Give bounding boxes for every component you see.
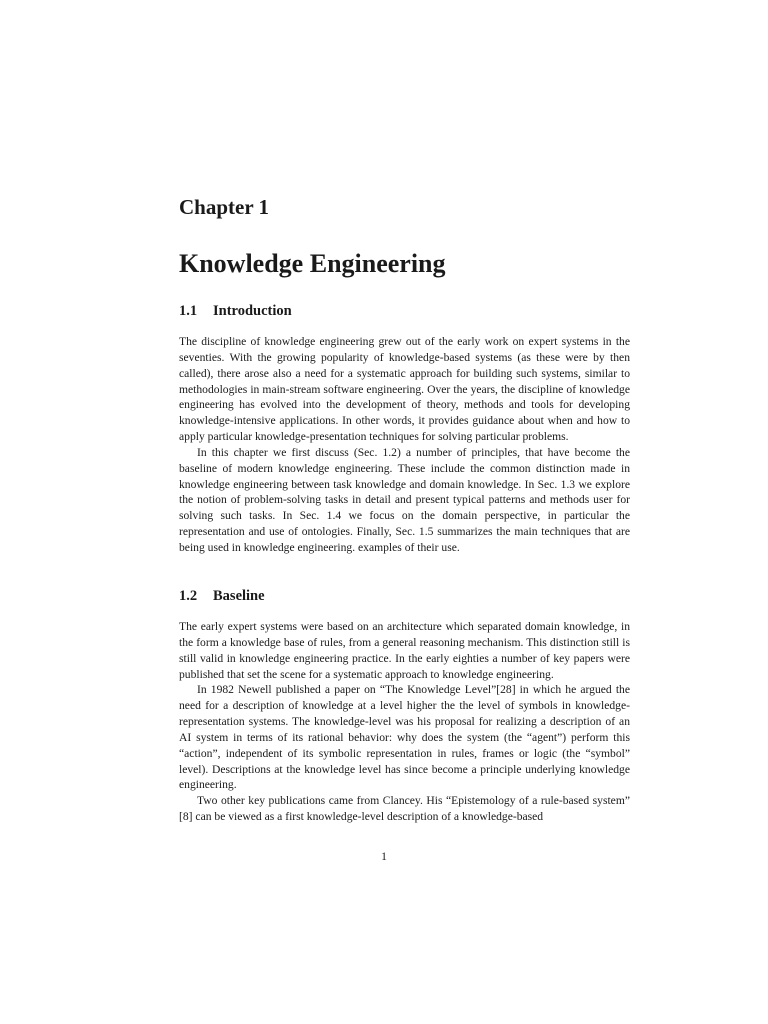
section-body-introduction <box>179 334 630 556</box>
paragraph: In 1982 Newell published a paper on “The Knowledge Level”[28] in which he argued the need for a description of knowledge at a level higher the the level of symbols in knowledge-representation systems. The knowledge-level was his proposal for realizing a description of an AI system in terms of its rational behavior: why does the system (the “agent”) perform this “action”, independent of its symbolic representation in rules, frames or logic (the “symbol” level). Descriptions at the knowledge level has since become a principle underlying knowledge engineering. <box>179 683 630 792</box>
paragraph: The early expert systems were based on an architecture which separated domain knowledge, in the form a knowledge base of rules, from a general reasoning mechanism. This distinction still is still valid in knowledge engineering practice. In the early eighties a number of key papers were published that set the scene for a systematic approach to knowledge engineering. <box>179 620 630 681</box>
section-title: Introduction <box>213 303 292 319</box>
chapter-label: Chapter 1 <box>179 195 270 219</box>
section-heading-baseline <box>179 587 265 605</box>
chapter-title: Knowledge Engineering <box>179 249 446 278</box>
paragraph: Two other key publications came from Clancey. His “Epistemology of a rule-based system” [8] can be viewed as a first knowledge-level description of a knowledge-based <box>179 794 630 824</box>
page-number: 1 <box>381 850 387 863</box>
paragraph: The discipline of knowledge engineering grew out of the early work on expert systems in the seventies. With the growing popularity of knowledge-based systems (as these were by then called), there arose also a need for a systematic approach for building such systems, similar to methodologies in main-stream software engineering. Over the years, the discipline of knowledge engineering has evolved into the development of theory, methods and tools for developing knowledge-intensive applications. In other words, it provides guidance about when and how to apply particular knowledge-presentation techniques for solving particular problems. <box>179 335 630 444</box>
section-heading-introduction <box>179 302 292 320</box>
section-number: 1.1 <box>179 303 198 319</box>
paragraph: In this chapter we first discuss (Sec. 1.2) a number of principles, that have become the baseline of modern knowledge engineering. These include the common distinction made in knowledge engineering between task knowledge and domain knowledge. In Sec. 1.3 we explore the notion of problem-solving tasks in detail and present typical patterns and methods user for solving such tasks. In Sec. 1.4 we focus on the domain perspective, in particular the representation and use of ontologies. Finally, Sec. 1.5 summarizes the main techniques that are being used in knowledge engineering. examples of their use. <box>179 445 630 554</box>
section-body-baseline <box>179 619 630 825</box>
section-title: Baseline <box>213 588 265 604</box>
section-number: 1.2 <box>179 588 198 604</box>
